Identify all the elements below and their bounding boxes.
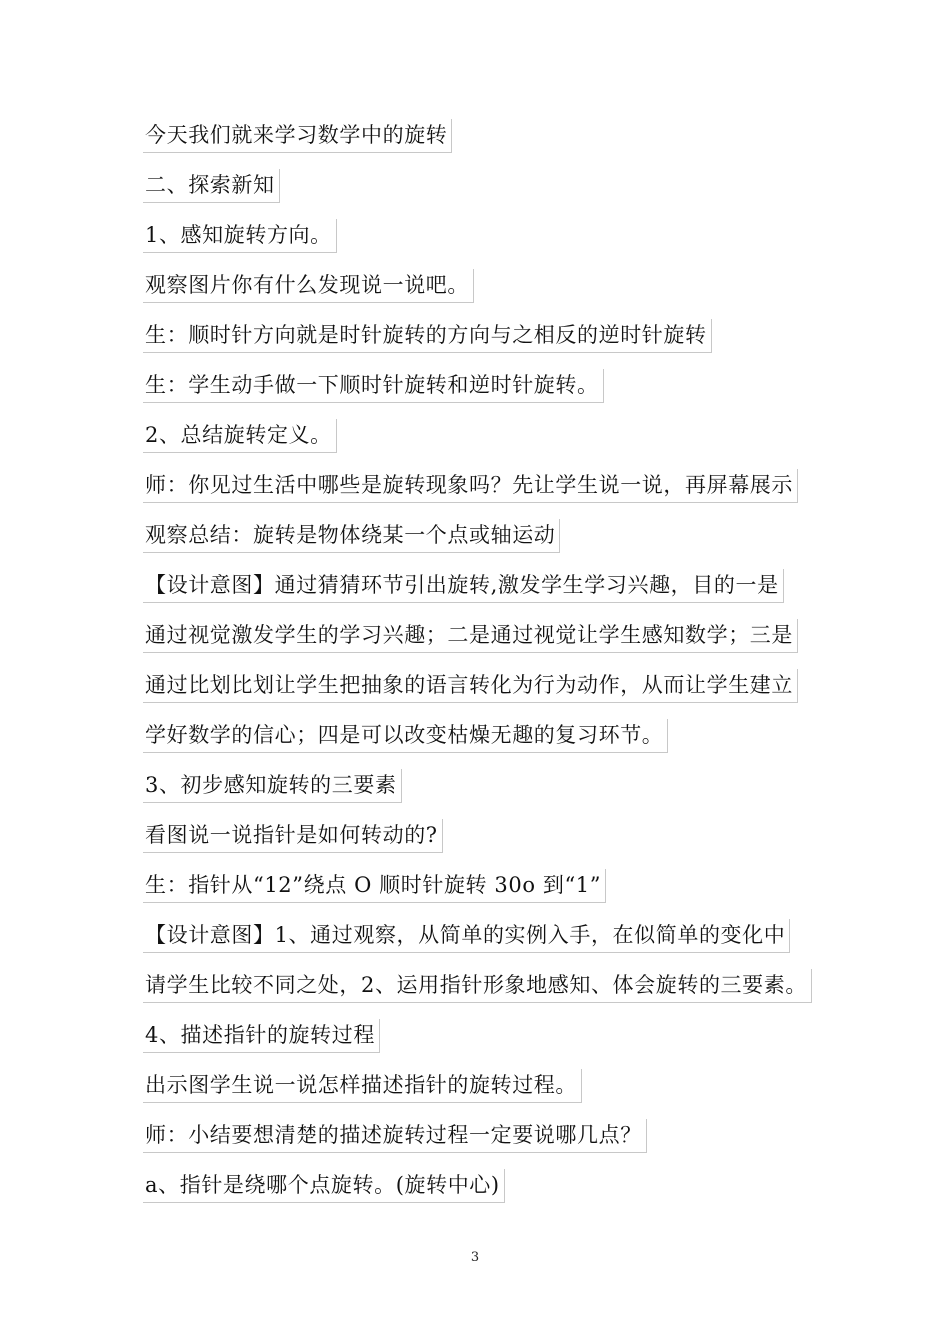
text-line: 通过比划比划让学生把抽象的语言转化为行为动作，从而让学生建立 xyxy=(143,669,798,703)
text-line: 出示图学生说一说怎样描述指针的旋转过程。 xyxy=(143,1069,582,1103)
text-line: 【设计意图】通过猜猜环节引出旋转,激发学生学习兴趣，目的一是 xyxy=(143,569,784,603)
text-line: 今天我们就来学习数学中的旋转 xyxy=(143,119,452,153)
text-line: 师：你见过生活中哪些是旋转现象吗？先让学生说一说，再屏幕展示 xyxy=(143,469,798,503)
text-line: 通过视觉激发学生的学习兴趣；二是通过视觉让学生感知数学；三是 xyxy=(143,619,798,653)
subsection-heading: 2、总结旋转定义。 xyxy=(143,419,337,453)
page-number: 3 xyxy=(470,1250,480,1265)
subsection-heading: 1、感知旋转方向。 xyxy=(143,219,337,253)
text-line: 【设计意图】1、通过观察，从简单的实例入手，在似简单的变化中 xyxy=(143,919,790,953)
text-line: 生：学生动手做一下顺时针旋转和逆时针旋转。 xyxy=(143,369,604,403)
subsection-heading: 3、初步感知旋转的三要素 xyxy=(143,769,402,803)
text-line: 看图说一说指针是如何转动的? xyxy=(143,819,443,853)
section-heading: 二、探索新知 xyxy=(143,169,280,203)
subsection-heading: 4、描述指针的旋转过程 xyxy=(143,1019,380,1053)
text-line: 请学生比较不同之处，2、运用指针形象地感知、体会旋转的三要素。 xyxy=(143,969,812,1003)
text-line: 观察图片你有什么发现说一说吧。 xyxy=(143,269,474,303)
text-line: 生：指针从“12”绕点 O 顺时针旋转 30o 到“1” xyxy=(143,869,606,903)
text-line: 师：小结要想清楚的描述旋转过程一定要说哪几点？ xyxy=(143,1119,647,1153)
text-line: 学好数学的信心；四是可以改变枯燥无趣的复习环节。 xyxy=(143,719,668,753)
text-line: 生：顺时针方向就是时针旋转的方向与之相反的逆时针旋转 xyxy=(143,319,712,353)
text-line: 观察总结：旋转是物体绕某一个点或轴运动 xyxy=(143,519,560,553)
text-line: a、指针是绕哪个点旋转。(旋转中心) xyxy=(143,1169,505,1203)
